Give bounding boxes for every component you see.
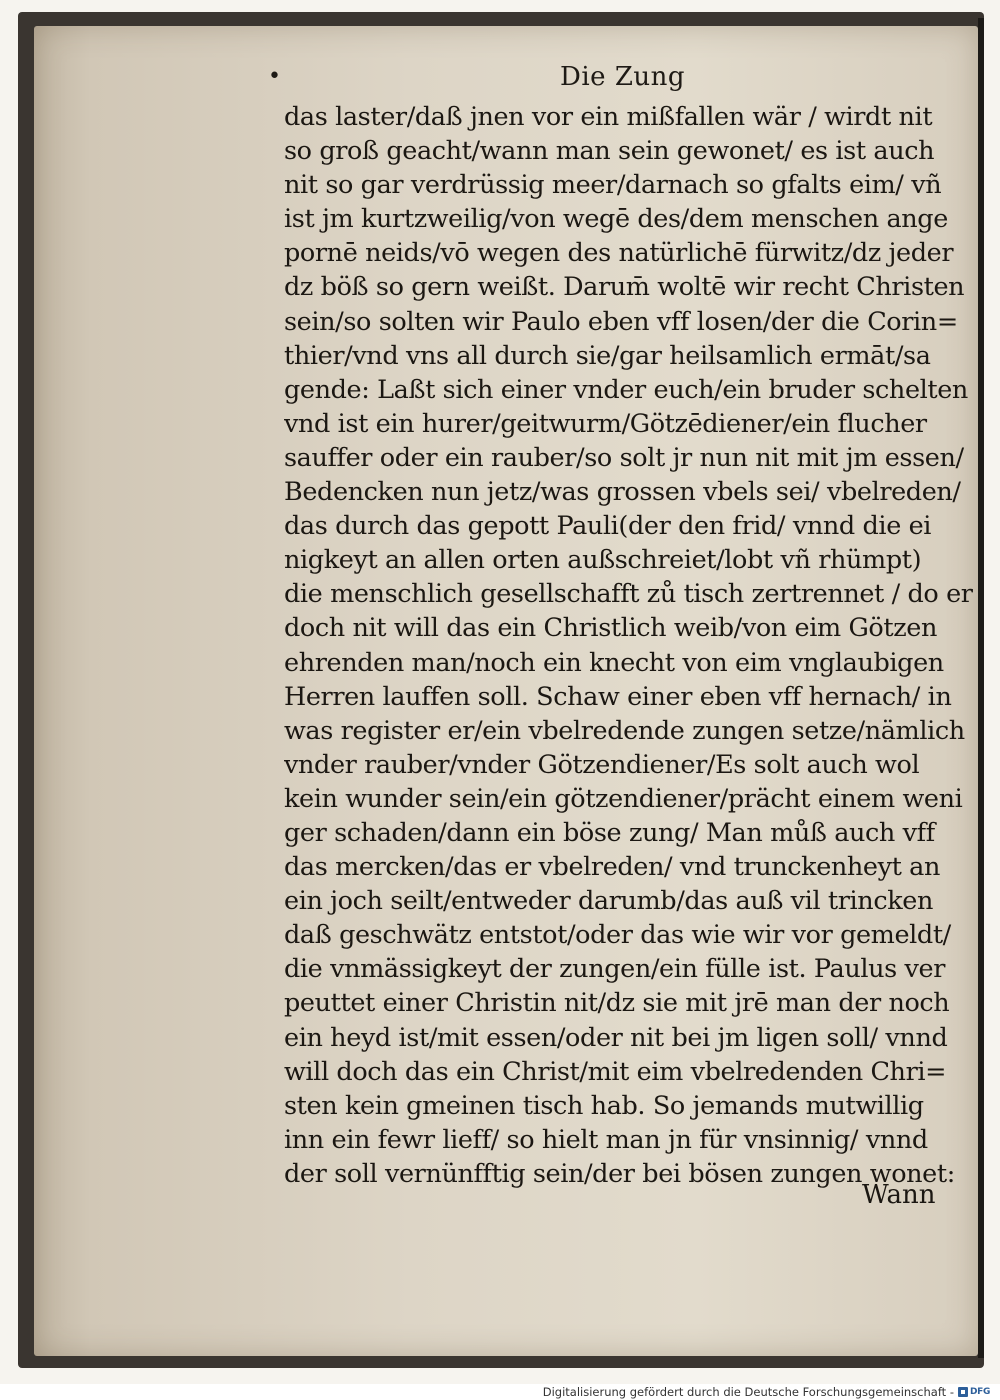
text-line: der soll vernünfftig sein/der bei bösen zungen wonet: — [284, 1158, 955, 1189]
catchword: Wann — [862, 1180, 936, 1210]
text-line: doch nit will das ein Christlich weib/von eim Götzen — [284, 613, 937, 644]
text-line: das durch das gepott Pauli(der den frid/ vnnd die ei — [284, 511, 932, 542]
text-line: ehrenden man/noch ein knecht von eim vnglaubigen — [284, 647, 944, 678]
text-line: so groß geacht/wann man sein gewonet/ es ist auch — [284, 136, 935, 167]
text-line: dz böß so gern weißt. Darum̄ woltē wir recht Christen — [284, 272, 965, 303]
text-line: peuttet einer Christin nit/dz sie mit jrē man der noch — [284, 988, 950, 1019]
text-line: das laster/daß jnen vor ein mißfallen wär / wirdt nit — [284, 102, 933, 132]
text-line: sauffer oder ein rauber/so solt jr nun nit mit jm essen/ — [284, 442, 964, 473]
dfg-logo-text: DFG — [970, 1387, 991, 1397]
running-head: Die Zung — [560, 62, 686, 92]
text-line: ist jm kurtzweilig/von wegē des/dem menschen ange — [284, 204, 948, 235]
text-line: vnd ist ein hurer/geitwurm/Götzēdiener/ein flucher — [284, 408, 927, 439]
text-line: die menschlich gesellschafft zů tisch zertrennet / do er — [284, 579, 973, 610]
text-line: Herren lauffen soll. Schaw einer eben vff hernach/ in — [284, 681, 952, 712]
corner-mark: • — [268, 64, 281, 89]
text-line: was register er/ein vbelredende zungen setze/nämlich — [284, 715, 965, 746]
funding-credit: Digitalisierung gefördert durch die Deutsche Forschungsgemeinschaft - — [542, 1385, 954, 1399]
text-line: daß geschwätz entstot/oder das wie wir vor gemeldt/ — [284, 920, 951, 951]
text-line: ger schaden/dann ein böse zung/ Man můß auch vff — [284, 817, 935, 848]
text-line: thier/vnd vns all durch sie/gar heilsamlich ermāt/sa — [284, 340, 931, 371]
page-edge — [978, 18, 984, 1358]
text-line: vnder rauber/vnder Götzendiener/Es solt auch wol — [284, 749, 920, 780]
text-line: Bedencken nun jetz/was grossen vbels sei/ vbelreden/ — [284, 477, 961, 508]
text-line: pornē neids/vō wegen des natürlichē fürwitz/dz jeder — [284, 238, 954, 269]
dfg-logo-icon — [958, 1387, 968, 1397]
text-line: sten kein gmeinen tisch hab. So jemands mutwillig — [284, 1090, 924, 1121]
text-line: ein heyd ist/mit essen/oder nit bei jm ligen soll/ vnnd — [284, 1022, 948, 1053]
text-line: nigkeyt an allen orten außschreiet/lobt vñ rhümpt) — [284, 545, 922, 576]
text-line: will doch das ein Christ/mit eim vbelredenden Chri= — [284, 1056, 947, 1087]
text-line: sein/so solten wir Paulo eben vff losen/der die Corin= — [284, 306, 958, 337]
dfg-logo — [958, 1386, 994, 1398]
text-line: kein wunder sein/ein götzendiener/prächt einem weni — [284, 783, 963, 814]
text-line: ein joch seilt/entweder darumb/das auß vil trincken — [284, 886, 933, 917]
text-line: nit so gar verdrüssig meer/darnach so gfalts eim/ vñ — [284, 170, 942, 201]
text-line: die vnmässigkeyt der zungen/ein fülle ist. Paulus ver — [284, 954, 945, 985]
text-line: inn ein fewr lieff/ so hielt man jn für vnsinnig/ vnnd — [284, 1124, 928, 1155]
text-line: das mercken/das er vbelreden/ vnd trunckenheyt an — [284, 852, 941, 883]
text-line: gende: Laßt sich einer vnder euch/ein bruder schelten — [284, 374, 968, 405]
body-text — [284, 100, 974, 1191]
